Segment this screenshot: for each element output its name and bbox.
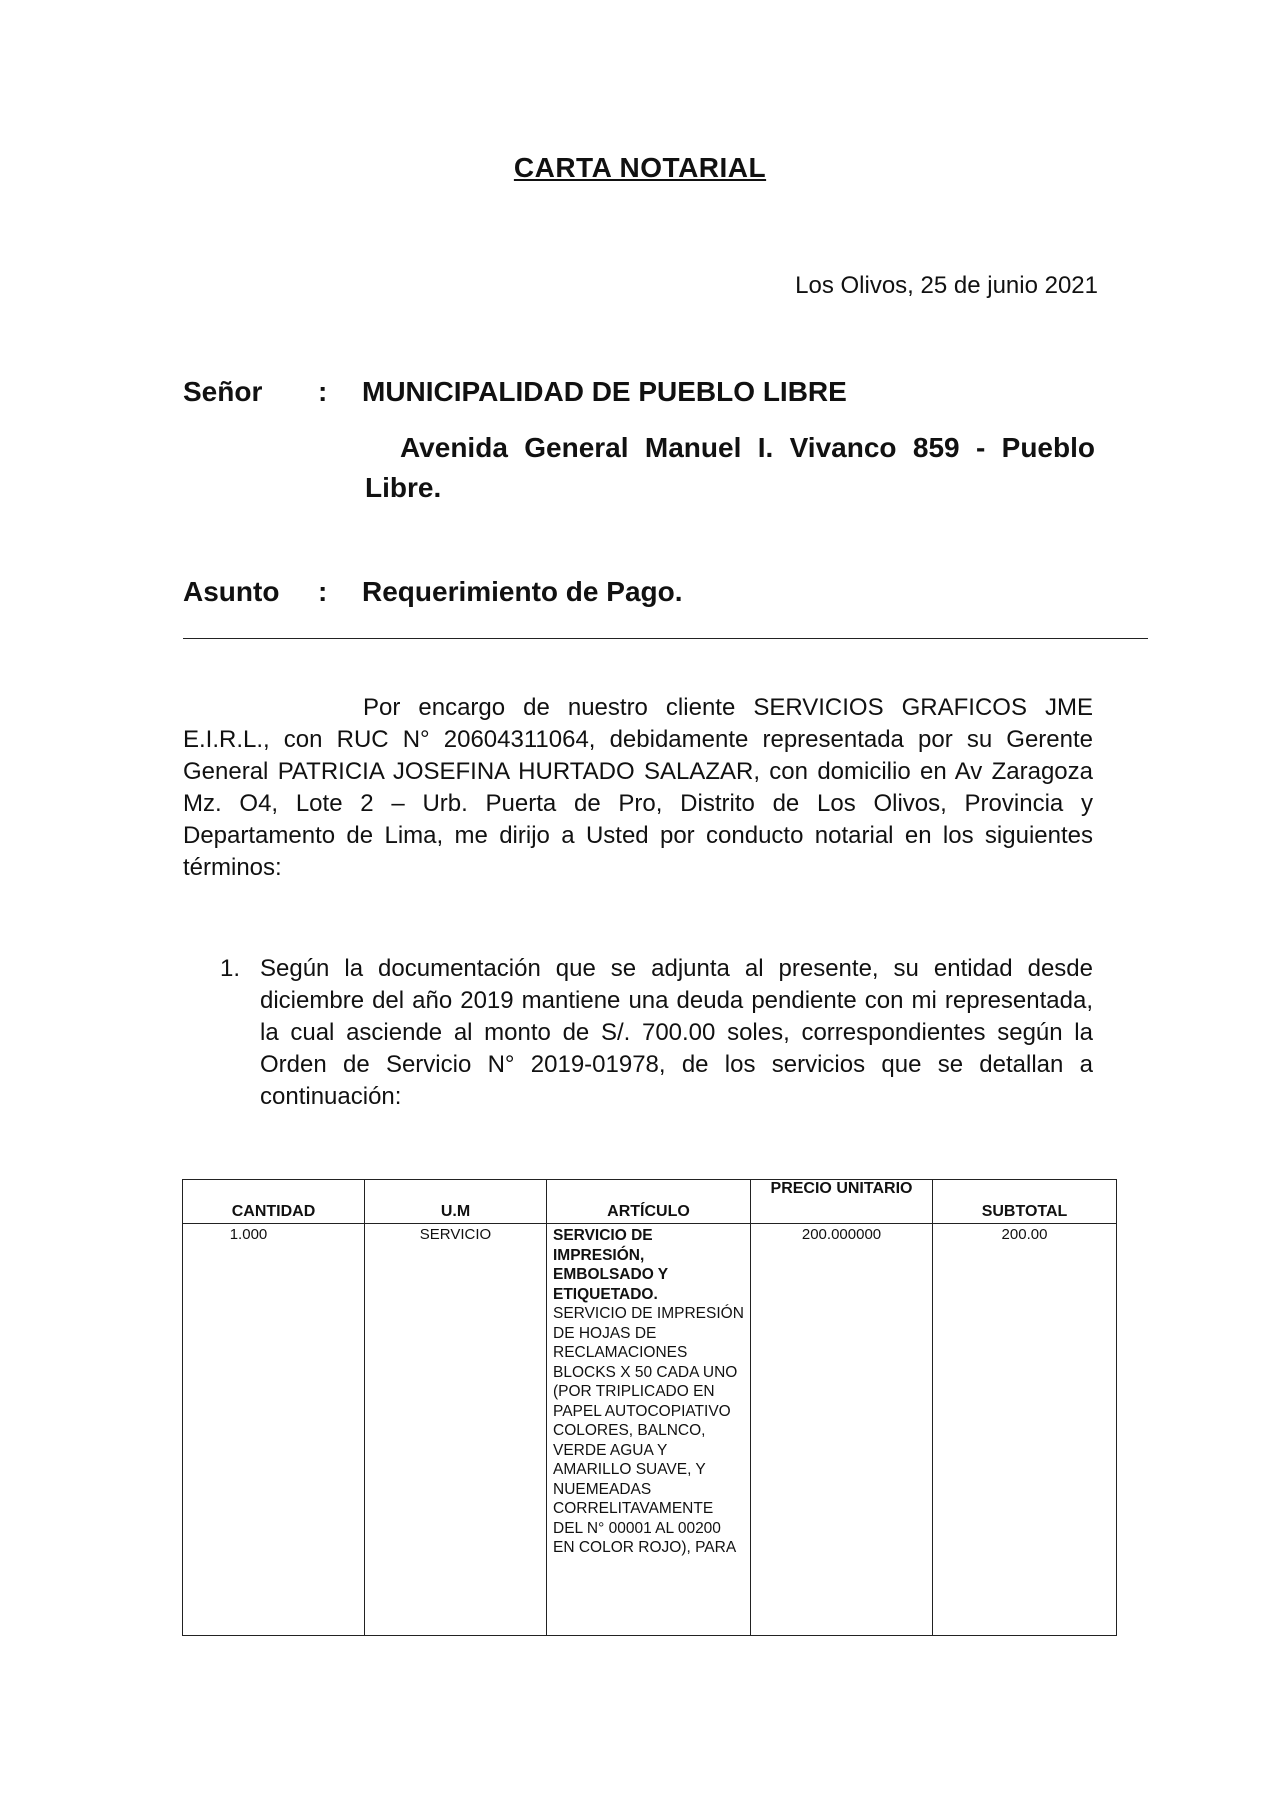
articulo-title: SERVICIO DE IMPRESIÓN, EMBOLSADO Y ETIQUETADO. [553, 1227, 668, 1303]
header-articulo: ARTÍCULO [547, 1180, 751, 1224]
header-precio-label: PRECIO UNITARIO [770, 1180, 913, 1197]
header-subtotal: SUBTOTAL [933, 1180, 1117, 1224]
intro-paragraph: Por encargo de nuestro cliente SERVICIOS GRAFICOS JME E.I.R.L., con RUC N° 20604311064, debidamente representada por su Gerente General PATRICIA JOSEFINA HURTADO SALAZAR, con domicilio en Av Zaragoza Mz. O4, Lote 2 – Urb. Puerta de Pro, Distrito de Los Olivos, Provincia y Departamento de Lima, me dirijo a Usted por conducto notarial en los siguientes términos: [183, 694, 1093, 881]
cell-um: SERVICIO [365, 1224, 547, 1636]
subject-label: Asunto [183, 576, 280, 607]
table-header-row [183, 1180, 1117, 1224]
recipient-name: MUNICIPALIDAD DE PUEBLO LIBRE [362, 376, 847, 407]
header-um: U.M [365, 1180, 547, 1224]
separator-line [183, 638, 1148, 639]
item-text: Según la documentación que se adjunta al presente, su entidad desde diciembre del año 2019 mantiene una deuda pendiente con mi representada, la cual asciende al monto de S/. 700.00 soles, correspondientes según la Orden de Servicio N° 2019-01978, de los servicios que se detallan a continuación: [260, 955, 1093, 1110]
cell-precio: 200.000000 [751, 1224, 933, 1636]
item-number: 1. [220, 955, 241, 982]
cell-articulo [547, 1224, 751, 1636]
cell-subtotal: 200.00 [933, 1224, 1117, 1636]
articulo-description: SERVICIO DE IMPRESIÓN DE HOJAS DE RECLAMACIONES BLOCKS X 50 CADA UNO (POR TRIPLICADO EN PAPEL AUTOCOPIATIVO COLORES, BALNCO, VERDE AGUA Y AMARILLO SUAVE, Y NUEMEADAS CORRELITAVAMENTE DEL N° 00001 AL 00200 EN COLOR ROJO), PARA [553, 1305, 744, 1556]
recipient-label: Señor [183, 376, 263, 407]
recipient-colon: : [318, 376, 328, 407]
header-precio-unitario [751, 1180, 933, 1224]
document-title: CARTA NOTARIAL [513, 152, 767, 183]
cell-cantidad [183, 1224, 365, 1636]
header-cantidad: CANTIDAD [183, 1180, 365, 1224]
services-table [182, 1179, 1117, 1636]
recipient-address: Avenida General Manuel I. Vivanco 859 - Pueblo Libre. [365, 432, 1095, 503]
subject-colon: : [318, 576, 328, 607]
cantidad-value: 1.000 [229, 1226, 268, 1243]
subject-value: Requerimiento de Pago. [362, 576, 683, 607]
table-row [183, 1224, 1117, 1636]
date-line: Los Olivos, 25 de junio 2021 [795, 272, 1098, 299]
